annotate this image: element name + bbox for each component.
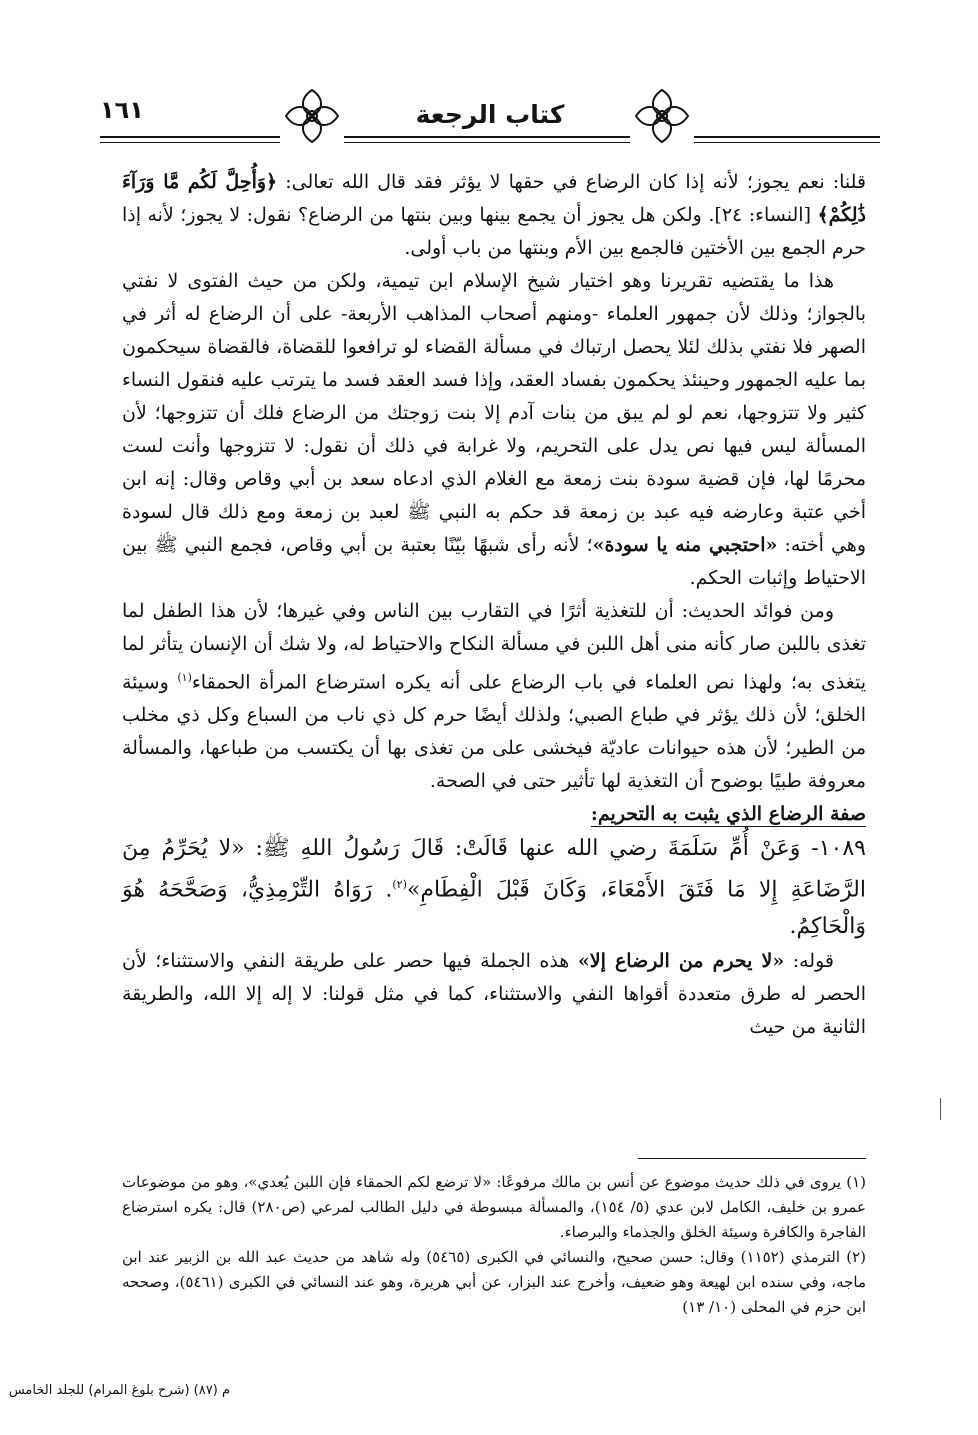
chapter-title: كتاب الرجعة — [415, 100, 565, 129]
footnote-divider — [638, 1158, 866, 1159]
section-heading: صفة الرضاع الذي يثبت به التحريم: — [590, 803, 866, 826]
footnote-1: (١) يروى في ذلك حديث موضوع عن أنس بن مالك مرفوعًا: «لا ترضع لكم الحمقاء فإن اللبن يُعدي»، وهو من موضوعات عمرو بن خليف، الكامل لابن عدي (٥/ ١٥٤)، والمسألة مبسوطة في دليل الطالب لمرعي (ص٢٨٠) قال: يكره استرضاع الفاجرة والكافرة وسيئة الخلق والجذماء والبرصاء. — [122, 1173, 866, 1241]
paragraph-1 — [122, 166, 866, 265]
header-rule-bottom — [100, 142, 880, 143]
left-ornament-icon — [280, 84, 344, 148]
verse-reference: [النساء: ٢٤] — [714, 204, 818, 226]
hadith-text — [122, 831, 866, 944]
hadith-source: . رَوَاهُ التِّرْمِذِيُّ، وَصَحَّحَهُ هُوَ وَالْحَاكِمُ. — [122, 877, 866, 939]
commentary-paragraph — [122, 945, 866, 1044]
margin-mark — [940, 1098, 941, 1120]
paragraph-text: ومن فوائد الحديث: أن للتغذية أثرًا في التقارب بين الناس وفي غيرها؛ لأن هذا الطفل لما تغذى باللبن صار كأنه منى أهل اللبن في مسألة النكاح والاحتياط له، ولا شك أن الإنسان يتأثر لما يتغذى به؛ ولهذا نص العلماء في باب الرضاع على أنه يكره استرضاع المرأة الحمقاء — [122, 600, 866, 694]
commentary-text: هذه الجملة فيها حصر على طريقة النفي والاستثناء؛ لأن الحصر له طرق متعددة أقواها النفي والاستثناء، كما في مثل قولنا: لا إله إلا الله، والطريقة الثانية من حيث — [122, 949, 866, 1038]
footer-reference: م (٨٧) (شرح بلوغ المرام) للجلد الخامس — [8, 1383, 230, 1398]
header-rule-top — [100, 136, 880, 138]
page-header — [100, 92, 880, 152]
paragraph-text: . ولكن هل يجوز أن يجمع بينها وبين بنتها من الرضاع؟ نقول: لا يجوز؛ لأنه إذا حرم الجمع بين الأختين فالجمع بين الأم وبنتها من باب أولى. — [122, 204, 866, 259]
page-number: ١٦١ — [100, 96, 144, 124]
footnote-marker-1[interactable]: (١) — [177, 671, 192, 684]
commentary-lead: قوله: — [784, 949, 834, 972]
commentary-quote: «لا يحرم من الرضاع إلا» — [577, 949, 785, 972]
paragraph-2 — [122, 265, 866, 595]
paragraph-text: ؛ لأنه رأى شبهًا بيّنًا بعتبة بن أبي وقاص، فجمع النبي ﷺ بين الاحتياط وإثبات الحكم. — [122, 534, 866, 589]
right-ornament-icon — [630, 84, 694, 148]
main-text — [122, 166, 866, 1044]
hadith-body: ١٠٨٩- وَعَنْ أُمِّ سَلَمَةَ رضي الله عنها قَالَتْ: قَالَ رَسُولُ اللهِ ﷺ: «لا يُحَرِّمُ مِنَ الرَّضَاعَةِ إِلا مَا فَتَقَ الأَمْعَاءَ، وَكَانَ قَبْلَ الْفِطَامِ» — [122, 836, 866, 903]
paragraph-text: قلنا: نعم يجوز؛ لأنه إذا كان الرضاع في حقها لا يؤثر فقد قال الله تعالى: — [277, 171, 866, 193]
footnotes — [122, 1170, 866, 1320]
paragraph-text: هذا ما يقتضيه تقريرنا وهو اختيار شيخ الإسلام ابن تيمية، ولكن من حيث الفتوى لا نفتي بالجواز؛ وذلك لأن جمهور العلماء -ومنهم أصحاب المذاهب الأربعة- على أن الرضاع له أثر في الصهر فلا نفتي بذلك لئلا يحصل ارتباك في مسألة القضاء لو ترافعوا للقضاة، فالقضاة سيحكمون بما عليه الجمهور وحينئذ يحكمون بفساد العقد، وإذا فسد العقد فسد ما يترتب عليه فنقول النساء كثير ولا تتزوجها، نعم لو لم يبق من بنات آدم إلا بنت زوجتك من الرضاع فلك أن تتزوجها؛ لأن المسألة ليس فيها نص يدل على التحريم، ولا غرابة في ذلك أن نقول: لا تتزوجها وأنت لست محرمًا لها، فإن قضية سودة بنت زمعة مع الغلام الذي ادعاه سعد بن أبي وقاص وقال: إنه ابن أخي عتبة وعارضه فيه عبد بن زمعة قد حكم به النبي ﷺ لعبد بن زمعة ومع ذلك قال لسودة وهي أخته: — [122, 270, 867, 556]
footnote-marker-2[interactable]: (٢) — [392, 878, 407, 892]
hadith-quote: «احتجبي منه يا سودة» — [592, 534, 778, 556]
footnote-2: (٢) الترمذي (١١٥٢) وقال: حسن صحيح، والنسائي في الكبرى (٥٤٦٥) وله شاهد من حديث عبد الله بن الزبير عند ابن ماجه، وفي سنده ابن لهيعة وهو ضعيف، وأخرج عند البزار، عن أبي هريرة، وهو عند النسائي في الكبرى (٥٤٦١)، وصححه ابن حزم في المحلى (١٠/ ١٣) — [122, 1248, 867, 1316]
paragraph-3 — [122, 595, 866, 798]
paragraph-text: وسيئة الخلق؛ لأن ذلك يؤثر في طباع الصبي؛ ولذلك أيضًا حرم كل ذي ناب من السباع وكل ذي مخلب من الطير؛ لأن هذه حيوانات عاديّة فيخشى على من تغذى بها أن يكتسب من طباعها، والمسألة معروفة طبيًا بوضوح أن التغذية لها تأثير حتى في الصحة. — [122, 671, 866, 793]
quran-verse: ﴿وَأُحِلَّ لَكُم مَّا وَرَآءَ ذَٰلِكُمْ﴾ — [122, 171, 867, 226]
